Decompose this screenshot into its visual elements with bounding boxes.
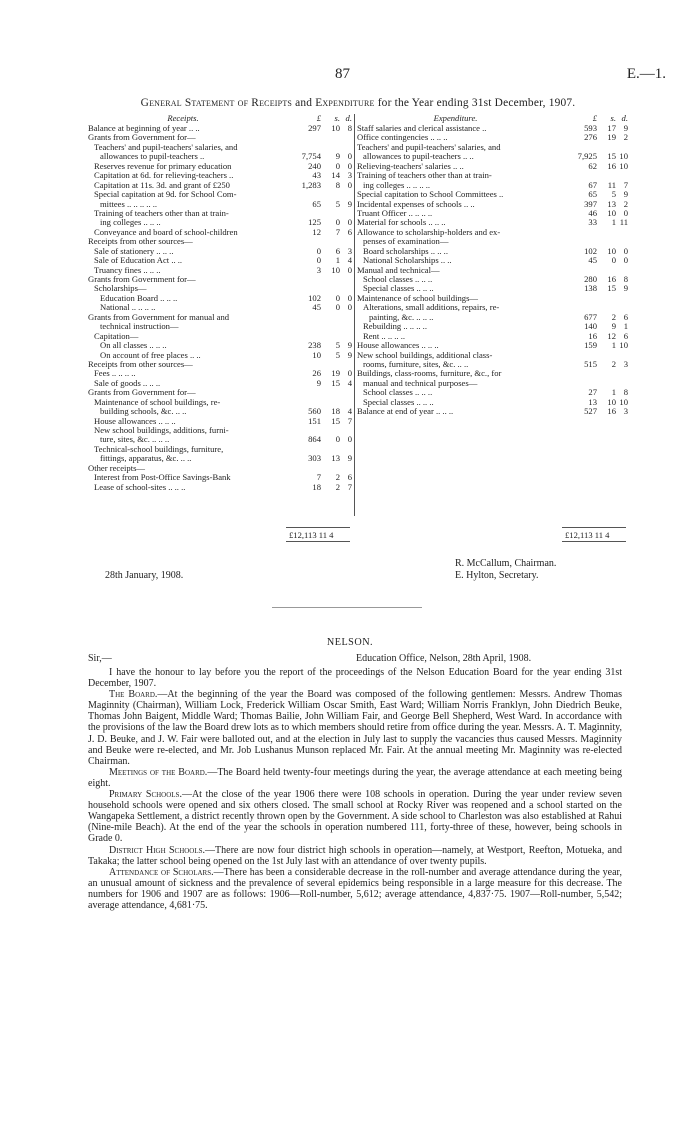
row-label: allowances to pupil-teachers .. xyxy=(100,152,205,162)
table-row xyxy=(357,152,628,161)
amount-pence: 10 xyxy=(619,151,628,162)
table-divider xyxy=(354,114,355,516)
row-label: House allowances .. .. .. xyxy=(94,416,176,426)
table-row xyxy=(357,341,628,350)
table-row xyxy=(357,162,628,171)
signatures xyxy=(455,558,556,581)
expenditure-total: £12,113 11 4 xyxy=(565,530,610,540)
table-row xyxy=(88,464,352,473)
amount-pence: 10 xyxy=(619,340,628,351)
title-rest: for the Year ending 31st December, 1907. xyxy=(377,97,576,109)
amount-pounds: 102 xyxy=(308,292,321,303)
row-label: Grants from Government for— xyxy=(88,275,196,284)
amount-pence: 3 xyxy=(623,358,628,369)
amount-pence: 4 xyxy=(347,406,352,417)
amount-pence: 7 xyxy=(347,415,352,426)
letter-address: Education Office, Nelson, 28th April, 1908. xyxy=(356,653,532,664)
table-row xyxy=(88,228,352,237)
row-label: Grants from Government for— xyxy=(88,388,196,398)
amount-shillings: 0 xyxy=(335,434,340,445)
row-label: Fees .. .. .. .. xyxy=(94,369,136,379)
row-label: Balance at beginning of year .. .. xyxy=(88,124,200,133)
report-body xyxy=(88,667,622,911)
amount-pence: 0 xyxy=(623,245,628,256)
amount-pence: 2 xyxy=(623,132,628,143)
amount-pounds: 18 xyxy=(312,481,321,492)
paragraph-heading: District High Schools. xyxy=(109,844,206,856)
table-row xyxy=(88,435,352,444)
amount-shillings: 15 xyxy=(607,283,616,294)
row-label: allowances to pupil-teachers .. .. xyxy=(363,152,474,162)
amount-pounds: 13 xyxy=(588,396,597,407)
row-label: New school buildings, additions, furni- xyxy=(94,426,229,435)
amount-pounds: 276 xyxy=(584,132,597,143)
amount-shillings: 5 xyxy=(335,198,340,209)
row-label: Special capitation to School Committees .. xyxy=(357,190,504,200)
currency-pounds: £ xyxy=(316,113,321,123)
table-row xyxy=(88,313,352,322)
amount-pounds: 46 xyxy=(588,207,597,218)
row-label: Maintenance of school buildings— xyxy=(357,293,479,303)
secretary-signature: E. Hylton, Secretary. xyxy=(455,569,539,581)
row-label: Rebuilding .. .. .. .. xyxy=(363,322,427,332)
receipts-table xyxy=(88,114,352,492)
row-label: Teachers' and pupil-teachers' salaries, and xyxy=(357,142,501,152)
row-label: Sale of goods .. .. .. xyxy=(94,378,161,388)
row-label: penses of examination— xyxy=(363,237,449,247)
table-row xyxy=(88,369,352,378)
currency-pence: d. xyxy=(621,113,628,123)
receipts-total: £12,113 11 4 xyxy=(289,530,334,540)
amount-pounds: 7,925 xyxy=(577,151,597,162)
amount-pence: 6 xyxy=(347,226,352,237)
amount-pence: 2 xyxy=(623,198,628,209)
row-label: Staff salaries and clerical assistance .. xyxy=(357,124,487,133)
row-label: Technical-school buildings, furniture, xyxy=(94,444,224,454)
paragraph-heading: Meetings of the Board. xyxy=(109,766,208,778)
amount-pounds: 397 xyxy=(584,198,597,209)
row-label: Special capitation at 9d. for School Com- xyxy=(94,190,237,200)
amount-pounds: 43 xyxy=(312,170,321,181)
row-label: Receipts from other sources— xyxy=(88,359,193,369)
amount-shillings: 10 xyxy=(607,245,616,256)
chairman-signature: R. McCallum, Chairman. xyxy=(455,558,557,569)
row-label: Receipts from other sources— xyxy=(88,237,193,247)
row-label: painting, &c. .. .. .. xyxy=(369,312,434,322)
amount-shillings: 17 xyxy=(607,123,616,133)
row-label: Special classes .. .. .. xyxy=(363,284,434,294)
amount-shillings: 16 xyxy=(607,406,616,417)
row-label: Training of teachers other than at train- xyxy=(94,208,229,218)
amount-pounds: 280 xyxy=(584,274,597,284)
row-label: building schools, &c. .. .. xyxy=(100,407,187,417)
row-label: Truancy fines .. .. .. xyxy=(94,265,161,275)
amount-pence: 6 xyxy=(623,330,628,341)
amount-pounds: 593 xyxy=(584,123,597,133)
amount-shillings: 9 xyxy=(611,321,616,332)
row-label: Sale of stationery .. .. .. xyxy=(94,246,174,256)
expenditure-total-underline xyxy=(562,541,626,542)
report-paragraph xyxy=(88,845,622,867)
salutation: Sir,— xyxy=(88,653,112,664)
amount-pounds: 9 xyxy=(316,377,321,388)
amount-pounds: 238 xyxy=(308,340,321,351)
amount-pence: 8 xyxy=(623,387,628,398)
row-label: ture, sites, &c. .. .. .. xyxy=(100,435,170,445)
table-row xyxy=(357,360,628,369)
amount-shillings: 1 xyxy=(611,340,616,351)
row-label: School classes .. .. .. xyxy=(363,275,433,284)
row-label: Interest from Post-Office Savings-Bank xyxy=(94,473,231,483)
section-separator xyxy=(272,607,422,608)
amount-pounds: 125 xyxy=(308,217,321,228)
amount-shillings: 2 xyxy=(335,481,340,492)
row-label: On account of free places .. .. xyxy=(100,350,201,360)
amount-shillings: 1 xyxy=(335,255,340,266)
amount-pence: 10 xyxy=(619,160,628,171)
row-label: rooms, furniture, sites, &c. .. .. xyxy=(363,359,469,369)
amount-shillings: 0 xyxy=(335,292,340,303)
table-row xyxy=(88,237,352,246)
amount-pounds: 45 xyxy=(588,255,597,266)
table-row xyxy=(357,256,628,265)
amount-shillings: 1 xyxy=(611,387,616,398)
amount-pounds: 7 xyxy=(316,472,321,483)
row-label: Reserves revenue for primary education xyxy=(94,161,232,171)
row-label: Scholarships— xyxy=(94,284,147,294)
row-label: Rent .. .. .. .. xyxy=(363,331,406,341)
amount-pounds: 33 xyxy=(588,217,597,228)
amount-shillings: 10 xyxy=(331,264,340,275)
report-paragraph xyxy=(88,789,622,844)
amount-pounds: 27 xyxy=(588,387,597,398)
report-paragraph xyxy=(88,867,622,911)
row-label: Alterations, small additions, repairs, re- xyxy=(363,303,500,313)
report-paragraph xyxy=(88,767,622,789)
amount-pence: 0 xyxy=(347,434,352,445)
amount-pence: 0 xyxy=(623,255,628,266)
paragraph-text: —The Board held twenty-four meetings during the year, the average attendance at each meeting being eight. xyxy=(88,766,623,789)
amount-shillings: 8 xyxy=(335,179,340,190)
row-label: Relieving-teachers' salaries .. .. xyxy=(357,161,464,171)
row-label: ing colleges .. .. .. xyxy=(100,218,161,228)
paragraph-text: —There has been a considerable decrease in the roll-number and average attendance during the year, an unusual amount of sickness and the prevalence of several epidemics being responsible in a large measure for this decrease. The numbers for 1906 and 1907 are as follows: 1906—Roll-number, 5,612; average attendance, 4,837·75. 1907—Roll-number, 5,542; average attendance, 4,681·75. xyxy=(88,866,622,911)
row-label: Truant Officer .. .. .. .. xyxy=(357,208,433,218)
amount-pence: 9 xyxy=(623,283,628,294)
amount-pounds: 16 xyxy=(588,330,597,341)
amount-pence: 9 xyxy=(347,198,352,209)
row-label: mittees .. .. .. .. .. xyxy=(100,199,158,209)
amount-pounds: 65 xyxy=(588,189,597,200)
row-label: Grants from Government for— xyxy=(88,133,196,143)
row-label: Balance at end of year .. .. .. xyxy=(357,407,454,417)
document-reference: E.—1. xyxy=(626,66,666,82)
currency-pence: d. xyxy=(345,113,352,123)
amount-shillings: 1 xyxy=(611,217,616,228)
amount-shillings: 15 xyxy=(331,377,340,388)
amount-pounds: 297 xyxy=(308,123,321,133)
row-label: Education Board .. .. .. xyxy=(100,293,178,303)
amount-shillings: 10 xyxy=(331,123,340,133)
expenditure-total-rule xyxy=(562,527,626,528)
amount-shillings: 0 xyxy=(335,217,340,228)
table-row xyxy=(88,133,352,142)
amount-shillings: 14 xyxy=(331,170,340,181)
table-row xyxy=(88,454,352,463)
amount-pounds: 527 xyxy=(584,406,597,417)
amount-pounds: 102 xyxy=(584,245,597,256)
row-label: School classes .. .. .. xyxy=(363,388,433,398)
row-label: Capitation— xyxy=(94,331,139,341)
table-row xyxy=(357,369,628,378)
amount-pence: 0 xyxy=(623,207,628,218)
row-label: New school buildings, additional class- xyxy=(357,350,493,360)
amount-pence: 0 xyxy=(347,368,352,379)
paragraph-heading: The Board. xyxy=(109,689,158,701)
amount-pence: 7 xyxy=(347,481,352,492)
amount-pence: 0 xyxy=(347,292,352,303)
amount-pence: 3 xyxy=(347,245,352,256)
amount-pence: 0 xyxy=(347,160,352,171)
table-row xyxy=(88,275,352,284)
amount-pounds: 26 xyxy=(312,368,321,379)
paragraph-text: I have the honour to lay before you the report of the proceedings of the Nelson Education Board for the year ending 31st December, 1907. xyxy=(88,667,622,690)
table-row xyxy=(88,483,352,492)
currency-shillings: s. xyxy=(610,113,616,123)
amount-shillings: 15 xyxy=(331,415,340,426)
amount-shillings: 2 xyxy=(611,358,616,369)
table-row xyxy=(88,200,352,209)
table-row xyxy=(357,209,628,218)
row-label: Incidental expenses of schools .. .. xyxy=(357,199,475,209)
amount-pounds: 151 xyxy=(308,415,321,426)
table-row xyxy=(88,247,352,256)
row-label: Capitation at 6d. for relieving-teachers .. xyxy=(94,171,234,181)
row-label: Office contingencies .. .. .. xyxy=(357,133,448,143)
amount-pounds: 1,283 xyxy=(301,179,321,190)
paragraph-text: —At the beginning of the year the Board was composed of the following gentlemen: Messrs. Andrew Thomas Maginnity (Chairman), William Lock, Frederick William Oscar Smith, East Ward; William Norris Franklyn, John Diedrich Beuke, Thomas John Baigent, Middle Ward; Thomas Bailie, John William Fair, and George Bell Shepherd, West Ward. In accordance with the provisions of the law the Board drew lots as to which members should retire from office during the year. Messrs. A. T. Maginnity, J. D. Beuke, and J. W. Fair were balloted out, and at the election in July last to supply the vacancies thus caused Messrs. Maginnity and Beuke were re-elected, and Mr. Job Lushanus Munson replaced Mr. Fair. At the annual meeting Mr. Maginnity was re-elected Chairman. xyxy=(88,689,622,767)
amount-pounds: 138 xyxy=(584,283,597,294)
table-row xyxy=(357,171,628,180)
amount-shillings: 2 xyxy=(611,311,616,322)
amount-pounds: 303 xyxy=(308,453,321,464)
paragraph-heading: Attendance of Scholars. xyxy=(109,866,214,878)
table-row xyxy=(88,322,352,331)
amount-shillings: 18 xyxy=(331,406,340,417)
table-row xyxy=(88,388,352,397)
table-row xyxy=(357,284,628,293)
row-label: Manual and technical— xyxy=(357,265,440,275)
amount-shillings: 6 xyxy=(335,245,340,256)
row-label: Buildings, class-rooms, furniture, &c., for xyxy=(357,369,502,379)
amount-pounds: 677 xyxy=(584,311,597,322)
table-row xyxy=(88,124,352,133)
row-label: Special classes .. .. .. xyxy=(363,397,434,407)
row-label: Lease of school-sites .. .. .. xyxy=(94,482,186,492)
amount-pounds: 65 xyxy=(312,198,321,209)
page-number: 87 xyxy=(335,66,350,82)
amount-pounds: 45 xyxy=(312,302,321,313)
receipts-heading: Receipts. xyxy=(167,113,199,123)
row-label: Training of teachers other than at train- xyxy=(357,171,492,181)
table-row xyxy=(357,218,628,227)
amount-pounds: 10 xyxy=(312,349,321,360)
row-label: Maintenance of school buildings, re- xyxy=(94,397,221,407)
amount-shillings: 7 xyxy=(335,226,340,237)
amount-pence: 9 xyxy=(347,453,352,464)
row-label: Capitation at 11s. 3d. and grant of £250 xyxy=(94,180,230,190)
amount-shillings: 12 xyxy=(607,330,616,341)
amount-pence: 9 xyxy=(623,189,628,200)
amount-shillings: 5 xyxy=(611,189,616,200)
row-label: ing colleges .. .. .. .. xyxy=(363,180,431,190)
title-expenditure: Expenditure xyxy=(315,97,375,109)
report-paragraph xyxy=(88,689,622,767)
amount-shillings: 19 xyxy=(331,368,340,379)
receipts-total-underline xyxy=(286,541,350,542)
amount-shillings: 11 xyxy=(607,179,616,190)
section-title: NELSON. xyxy=(326,637,374,648)
row-label: Board scholarships .. .. .. xyxy=(363,246,448,256)
table-row xyxy=(357,407,628,416)
table-row xyxy=(357,181,628,190)
amount-pence: 0 xyxy=(347,264,352,275)
amount-pence: 9 xyxy=(623,123,628,133)
table-row xyxy=(88,379,352,388)
amount-pounds: 7,754 xyxy=(301,151,321,162)
amount-shillings: 0 xyxy=(335,160,340,171)
paragraph-text: —There are now four district high schools in operation—namely, at Westport, Reefton, Motueka, and Takaka; the latter school being opened on the 1st July last with an attendance of over twenty pupils. xyxy=(88,844,622,867)
table-row xyxy=(357,322,628,331)
amount-pounds: 159 xyxy=(584,340,597,351)
amount-pounds: 3 xyxy=(316,264,321,275)
amount-pence: 3 xyxy=(347,170,352,181)
amount-pence: 6 xyxy=(347,472,352,483)
amount-shillings: 0 xyxy=(611,255,616,266)
amount-pence: 11 xyxy=(619,217,628,228)
table-row xyxy=(357,294,628,303)
amount-shillings: 19 xyxy=(607,132,616,143)
amount-pounds: 560 xyxy=(308,406,321,417)
table-row xyxy=(357,200,628,209)
amount-pence: 4 xyxy=(347,255,352,266)
row-label: Sale of Education Act .. .. xyxy=(94,256,183,266)
title-and: and xyxy=(295,97,313,109)
paragraph-heading: Primary Schools. xyxy=(109,789,182,801)
amount-pence: 0 xyxy=(347,151,352,162)
table-row xyxy=(357,133,628,142)
amount-pounds: 140 xyxy=(584,321,597,332)
expenditure-table xyxy=(357,114,628,417)
table-row xyxy=(357,247,628,256)
table-row xyxy=(88,266,352,275)
amount-pounds: 515 xyxy=(584,358,597,369)
paragraph-text: —At the close of the year 1906 there were 108 schools in operation. During the year under review seven household schools were opened and six others closed. The small school at Rocky River was reopened and a school started on the Wangapeka Settlement, a district recently thrown open by the Government. A side school to Charleston was also established at Rahui (Nine-mile Beach). At the end of the year the schools in operation numbered 111, forty-three of these, however, being schools in Grade 0. xyxy=(88,789,622,845)
table-row xyxy=(357,388,628,397)
amount-shillings: 15 xyxy=(607,151,616,162)
amount-shillings: 5 xyxy=(335,349,340,360)
statement-title xyxy=(88,97,628,109)
row-label: Other receipts— xyxy=(88,463,146,473)
amount-shillings: 16 xyxy=(607,274,616,284)
amount-pounds: 240 xyxy=(308,160,321,171)
table-row xyxy=(88,303,352,312)
amount-pounds: 62 xyxy=(588,160,597,171)
row-label: On all classes .. .. .. xyxy=(100,341,167,351)
amount-shillings: 10 xyxy=(607,396,616,407)
row-label: Grants from Government for manual and xyxy=(88,312,230,322)
amount-pounds: 12 xyxy=(312,226,321,237)
row-label: Teachers' and pupil-teachers' salaries, and xyxy=(94,142,238,152)
amount-shillings: 10 xyxy=(607,207,616,218)
row-label: Allowance to scholarship-holders and ex- xyxy=(357,227,501,237)
row-label: National .. .. .. .. xyxy=(100,303,156,313)
amount-pence: 0 xyxy=(347,217,352,228)
amount-shillings: 9 xyxy=(335,151,340,162)
amount-pence: 1 xyxy=(623,321,628,332)
table-row xyxy=(88,351,352,360)
amount-pence: 8 xyxy=(347,123,352,133)
row-label: Material for schools .. .. .. xyxy=(357,218,446,228)
statement-date: 28th January, 1908. xyxy=(105,570,184,581)
amount-pence: 8 xyxy=(623,274,628,284)
table-row xyxy=(88,256,352,265)
amount-pence: 6 xyxy=(623,311,628,322)
amount-pence: 4 xyxy=(347,377,352,388)
expenditure-heading: Expenditure. xyxy=(433,113,478,123)
row-label: House allowances .. .. .. xyxy=(357,341,439,351)
table-row xyxy=(357,228,628,237)
amount-pounds: 0 xyxy=(316,245,321,256)
row-label: fittings, apparatus, &c. .. .. xyxy=(100,454,192,464)
report-paragraph xyxy=(88,667,622,689)
amount-pence: 9 xyxy=(347,340,352,351)
amount-pence: 0 xyxy=(347,302,352,313)
receipts-total-rule xyxy=(286,527,350,528)
row-label: National Scholarships .. .. xyxy=(363,256,452,266)
amount-pence: 9 xyxy=(347,349,352,360)
title-prefix: General Statement of Receipts xyxy=(140,97,293,109)
row-label: Conveyance and board of school-children xyxy=(94,227,238,237)
amount-pence: 3 xyxy=(623,406,628,417)
row-label: technical instruction— xyxy=(100,322,179,332)
row-label: manual and technical purposes— xyxy=(363,378,478,388)
amount-shillings: 13 xyxy=(331,453,340,464)
amount-pence: 10 xyxy=(619,396,628,407)
currency-shillings: s. xyxy=(334,113,340,123)
amount-pence: 7 xyxy=(623,179,628,190)
amount-pounds: 67 xyxy=(588,179,597,190)
amount-shillings: 13 xyxy=(607,198,616,209)
amount-pence: 0 xyxy=(347,179,352,190)
amount-shillings: 16 xyxy=(607,160,616,171)
table-row xyxy=(88,181,352,190)
amount-pounds: 0 xyxy=(316,255,321,266)
amount-shillings: 0 xyxy=(335,302,340,313)
amount-shillings: 5 xyxy=(335,340,340,351)
currency-pounds: £ xyxy=(592,113,597,123)
amount-shillings: 2 xyxy=(335,472,340,483)
table-row xyxy=(88,417,352,426)
amount-pounds: 864 xyxy=(308,434,321,445)
table-row xyxy=(357,379,628,388)
